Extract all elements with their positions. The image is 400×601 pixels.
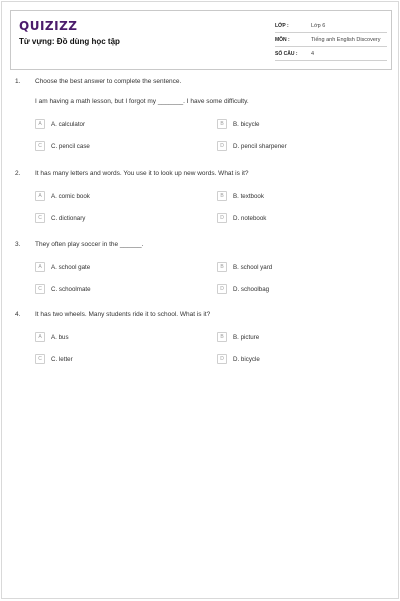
question-number: 4. <box>15 311 21 318</box>
question-text: Choose the best answer to complete the sentence. <box>35 78 182 85</box>
meta-value: 4 <box>311 50 315 57</box>
option-letter-box: D <box>217 213 227 223</box>
answer-option-b[interactable] <box>217 118 259 130</box>
answer-option-c[interactable] <box>35 140 90 152</box>
option-letter-box: C <box>35 141 45 151</box>
option-text: D. bicycle <box>233 355 260 363</box>
question-3 <box>2 241 400 311</box>
answer-option-a[interactable] <box>35 118 85 130</box>
option-letter-box: B <box>217 262 227 272</box>
option-text: A. bus <box>51 333 69 341</box>
answer-option-d[interactable] <box>217 140 287 152</box>
meta-key: MÔN : <box>275 36 290 43</box>
question-number: 2. <box>15 170 21 177</box>
option-text: D. schoolbag <box>233 285 270 293</box>
question-number: 3. <box>15 241 21 248</box>
option-letter-box: D <box>217 354 227 364</box>
option-text: A. comic book <box>51 192 90 200</box>
option-text: D. pencil sharpener <box>233 142 287 150</box>
option-letter-box: B <box>217 332 227 342</box>
meta-row-count <box>275 47 387 61</box>
option-letter-box: A <box>35 262 45 272</box>
option-text: B. textbook <box>233 192 264 200</box>
option-text: B. school yard <box>233 263 273 271</box>
option-text: D. notebook <box>233 214 267 222</box>
answer-option-a[interactable] <box>35 261 90 273</box>
option-text: A. school gate <box>51 263 91 271</box>
answer-option-b[interactable] <box>217 331 259 343</box>
worksheet-header <box>10 10 392 70</box>
quizizz-logo: QUIZIZZ <box>19 19 78 33</box>
option-letter-box: B <box>217 191 227 201</box>
meta-row-grade <box>275 19 387 33</box>
meta-row-subject <box>275 33 387 47</box>
option-letter-box: C <box>35 354 45 364</box>
option-letter-box: D <box>217 284 227 294</box>
meta-value: Lớp 6 <box>311 22 326 29</box>
question-list <box>2 78 400 381</box>
option-text: C. schoolmate <box>51 285 91 293</box>
question-sentence: I am having a math lesson, but I forgot my _______. I have some difficulty. <box>35 98 249 105</box>
meta-table <box>275 19 387 61</box>
meta-key: SỐ CÂU : <box>275 50 298 57</box>
question-4 <box>2 311 400 381</box>
answer-option-a[interactable] <box>35 190 90 202</box>
option-text: B. picture <box>233 333 260 341</box>
answer-option-d[interactable] <box>217 283 269 295</box>
question-text: It has many letters and words. You use it to look up new words. What is it? <box>35 170 249 177</box>
question-text: It has two wheels. Many students ride it to school. What is it? <box>35 311 211 318</box>
question-text: They often play soccer in the ______. <box>35 241 144 248</box>
option-letter-box: D <box>217 141 227 151</box>
option-letter-box: C <box>35 213 45 223</box>
option-letter-box: A <box>35 119 45 129</box>
answer-option-a[interactable] <box>35 331 69 343</box>
question-2 <box>2 170 400 241</box>
worksheet-page <box>1 1 399 599</box>
meta-key: LỚP : <box>275 22 289 29</box>
option-text: B. bicycle <box>233 120 260 128</box>
answer-option-b[interactable] <box>217 261 272 273</box>
option-letter-box: C <box>35 284 45 294</box>
option-text: C. letter <box>51 355 73 363</box>
worksheet-title: Từ vựng: Đồ dùng học tập <box>19 37 120 46</box>
meta-value: Tiếng anh English Discovery <box>311 36 381 43</box>
answer-option-d[interactable] <box>217 353 260 365</box>
option-text: C. dictionary <box>51 214 86 222</box>
answer-option-b[interactable] <box>217 190 264 202</box>
option-letter-box: B <box>217 119 227 129</box>
question-number: 1. <box>15 78 21 85</box>
option-letter-box: A <box>35 191 45 201</box>
answer-option-c[interactable] <box>35 353 73 365</box>
answer-option-c[interactable] <box>35 283 91 295</box>
option-letter-box: A <box>35 332 45 342</box>
option-text: C. pencil case <box>51 142 90 150</box>
answer-option-c[interactable] <box>35 212 85 224</box>
answer-option-d[interactable] <box>217 212 266 224</box>
question-1 <box>2 78 400 170</box>
option-text: A. calculator <box>51 120 86 128</box>
